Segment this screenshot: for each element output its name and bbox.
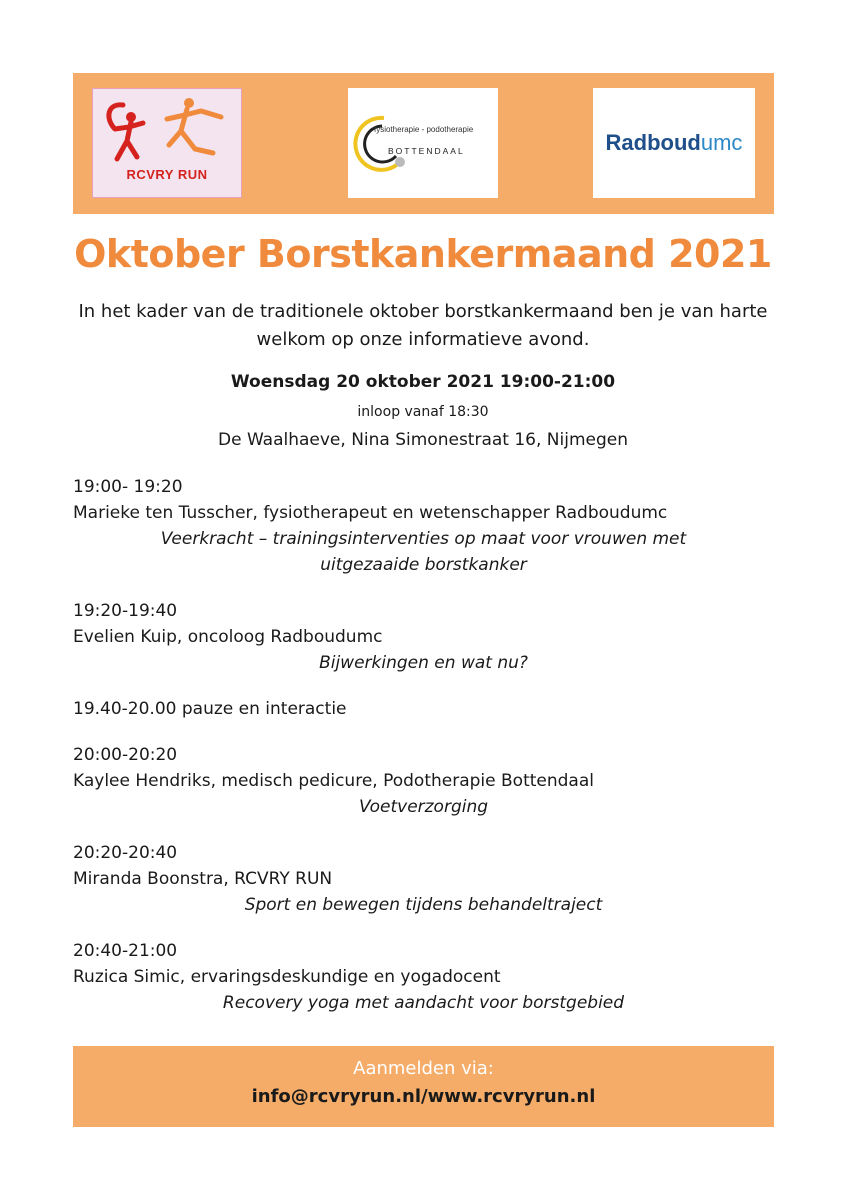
rcvry-run-logo	[92, 88, 242, 198]
session-item	[73, 742, 774, 820]
session-item	[73, 840, 774, 918]
rcvry-logo-text: RCVRY RUN	[126, 167, 208, 182]
session-speaker: Kaylee Hendriks, medisch pedicure, Podotherapie Bottendaal	[73, 771, 594, 791]
event-inloop: inloop vanaf 18:30	[357, 404, 489, 420]
radboud-suffix: umc	[700, 130, 743, 155]
session-time: 19:00- 19:20	[73, 477, 183, 497]
session-topic: Recovery yoga met aandacht voor borstgebied	[222, 993, 625, 1013]
session-time: 20:20-20:40	[73, 843, 178, 863]
bottendaal-name: BOTTENDAAL	[388, 146, 465, 156]
runners-icon	[93, 89, 243, 169]
intro-text: In het kader van de traditionele oktober borstkankermaand ben je van harte welkom op onze informatieve avond.	[78, 301, 768, 350]
radboudumc-logo	[593, 88, 755, 198]
signup-contact-link[interactable]: info@rcvryrun.nl/www.rcvryrun.nl	[251, 1086, 596, 1107]
bottendaal-arc-icon	[348, 88, 498, 198]
bottendaal-tagline: fysiotherapie - podotherapie	[374, 125, 474, 134]
footer-band	[73, 1046, 774, 1127]
event-location: De Waalhaeve, Nina Simonestraat 16, Nijmegen	[217, 430, 629, 450]
header-band	[73, 73, 774, 214]
radboud-main: Radboud	[605, 130, 701, 155]
signup-label: Aanmelden via:	[353, 1058, 494, 1079]
session-item	[73, 474, 774, 578]
event-date: Woensdag 20 oktober 2021 19:00-21:00	[230, 372, 616, 392]
session-speaker: Marieke ten Tusscher, fysiotherapeut en wetenschapper Radboudumc	[73, 503, 668, 523]
session-item	[73, 696, 774, 722]
session-topic: Bijwerkingen en wat nu?	[319, 653, 528, 673]
session-time: 19.40-20.00 pauze en interactie	[73, 699, 347, 719]
session-speaker: Ruzica Simic, ervaringsdeskundige en yogadocent	[73, 967, 501, 987]
session-topic: Veerkracht – trainingsinterventies op maat voor vrouwen met uitgezaaide borstkanker	[160, 529, 687, 575]
session-time: 20:40-21:00	[73, 941, 178, 961]
bottendaal-logo	[348, 88, 498, 198]
session-item	[73, 598, 774, 676]
session-item	[73, 938, 774, 1016]
session-topic: Voetverzorging	[358, 797, 489, 817]
session-time: 20:00-20:20	[73, 745, 178, 765]
session-speaker: Evelien Kuip, oncoloog Radboudumc	[73, 627, 383, 647]
session-topic: Sport en bewegen tijdens behandeltraject	[244, 895, 603, 915]
session-time: 19:20-19:40	[73, 601, 178, 621]
page-title: Oktober Borstkankermaand 2021	[74, 232, 772, 276]
session-speaker: Miranda Boonstra, RCVRY RUN	[73, 869, 333, 889]
radboudumc-wordmark	[593, 130, 755, 156]
program-list	[73, 474, 774, 1036]
